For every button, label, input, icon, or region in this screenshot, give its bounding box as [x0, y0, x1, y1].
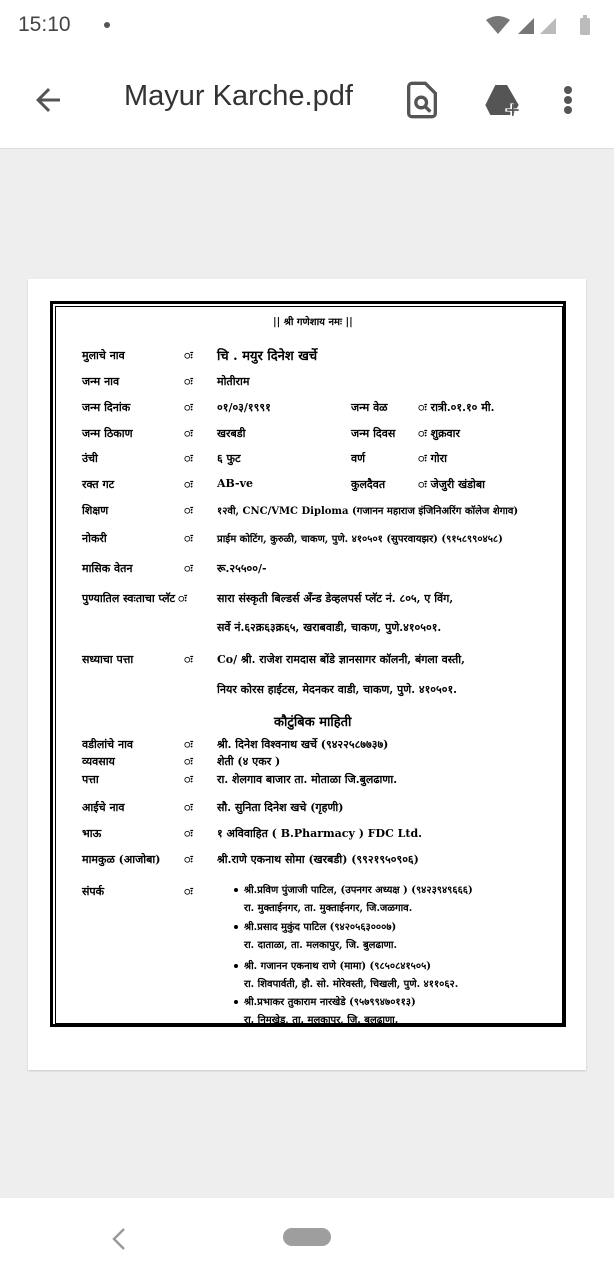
- row-sep: ः: [184, 452, 193, 465]
- row-value: ६ फुट: [217, 452, 241, 465]
- contact-line: श्री.प्रभाकर तुकाराम नारखेडे (९५७९९४७०११३): [244, 997, 416, 1008]
- family-heading: कौटुंबिक माहिती: [274, 715, 352, 730]
- contact-line: रा. मुक्ताईनगर, ता. मुक्ताईनगर, जि.जळगाव.: [244, 903, 413, 914]
- row-label: जन्म दिनांक: [82, 401, 131, 414]
- family-value: रा. शेलगाव बाजार ता. मोताळा जि.बुलढाणा.: [217, 773, 398, 786]
- status-time: 15:10: [18, 13, 71, 36]
- bullet-icon: [234, 964, 238, 968]
- family-value: शेती (४ एकर ): [217, 755, 281, 768]
- row-value-2: ः जेजुरी खंडोबा: [418, 478, 485, 491]
- address-label: सध्याचा पत्ता: [82, 653, 134, 666]
- family-value: सौ. सुनिता दिनेश खचे (गृहणी): [217, 801, 344, 814]
- row-sep: ः: [184, 562, 193, 575]
- row-sep: ः: [184, 427, 193, 440]
- bullet-icon: [234, 1000, 238, 1004]
- row-value: १२वी, CNC/VMC Diploma (गजानन महाराज इंजिनिअरिंग कॉलेज शेगाव): [217, 506, 519, 517]
- row-value: रू.२५५००/-: [217, 562, 267, 575]
- row-label: जन्म नाव: [82, 375, 120, 388]
- family-sep: ः: [184, 827, 193, 840]
- row-value: ०१/०३/१९९१: [217, 401, 271, 414]
- plot-line: सर्वे नं.६२क्र६३क्र६५, खराबवाडी, चाकण, पुणे.४१०५०१.: [217, 621, 442, 634]
- family-sep: ः: [184, 801, 193, 814]
- contact-line: श्री.प्रसाद मुकुंद पाटिल (९४२०५६३०००७): [244, 922, 397, 933]
- add-to-drive-icon[interactable]: [482, 80, 522, 120]
- row-value: AB-ve: [217, 477, 253, 490]
- row-label: नोकरी: [82, 532, 107, 545]
- row-label-2: कुलदैवत: [351, 478, 386, 491]
- family-sep: ः: [184, 853, 193, 866]
- family-sep: ः: [184, 755, 193, 768]
- contact-line: श्री. गजानन एकनाथ राणे (मामा) (९८५०८४१५०५): [244, 961, 432, 972]
- contact-line: रा. दाताळा, ता. मलकापुर, जि. बुलढाणा.: [244, 940, 397, 951]
- address-line: नियर कोरस हाईटस, मेदनकर वाडी, चाकण, पुणे. ४१०५०१.: [217, 683, 458, 696]
- row-sep: ः: [184, 401, 193, 414]
- family-sep: ः: [184, 773, 193, 786]
- family-label: मामकुळ (आजोबा): [82, 853, 161, 866]
- family-label: आईचे नाव: [82, 801, 125, 814]
- find-in-page-icon[interactable]: [402, 80, 442, 120]
- notification-dot-icon: [104, 22, 110, 28]
- row-value-2: ः गोरा: [418, 452, 447, 465]
- row-value: मोतीराम: [217, 375, 250, 388]
- row-label: रक्त गट: [82, 478, 115, 491]
- nav-back-icon[interactable]: [108, 1225, 130, 1253]
- navigation-bar: [0, 1198, 614, 1280]
- status-bar: [0, 0, 614, 52]
- row-sep: ः: [184, 504, 193, 517]
- pdf-page[interactable]: [28, 279, 586, 1070]
- family-label: भाऊ: [82, 827, 102, 840]
- contact-sep: ः: [184, 885, 193, 898]
- plot-line: सारा संस्कृती बिल्डर्स अँन्ड डेव्हलपर्स प्लॅट नं. ८०५, ए विंग,: [217, 592, 454, 605]
- family-value: श्री.राणे एकनाथ सोमा (खरबडी) (९९२१९५०९०६): [217, 853, 419, 866]
- family-value: १ अविवाहित ( B.Pharmacy ) FDC Ltd.: [217, 827, 423, 840]
- row-value-2: ः रात्री.०१.१० मी.: [418, 401, 495, 414]
- row-label: उंची: [82, 452, 98, 465]
- row-value: खरबडी: [217, 427, 246, 440]
- row-label: शिक्षण: [82, 504, 109, 517]
- wifi-icon: [486, 16, 510, 34]
- bullet-icon: [234, 925, 238, 929]
- row-label: जन्म ठिकाण: [82, 427, 133, 440]
- status-icons: [484, 14, 596, 38]
- document-heading: || श्री गणेशाय नमः ||: [273, 317, 353, 328]
- plot-label: पुण्यातिल स्वःताचा प्लॅट ः: [82, 592, 187, 605]
- row-label: मुलाचे नाव: [82, 349, 125, 362]
- row-sep: ः: [184, 478, 193, 491]
- row-sep: ः: [184, 532, 193, 545]
- row-label-2: जन्म वेळ: [351, 401, 388, 414]
- biodata-document: [28, 279, 586, 1070]
- contact-line: श्री.प्रविण पुंजाजी पाटिल, (उपनगर अध्यक्ष ) (९४२३९४९६६६): [244, 885, 473, 896]
- document-title: Mayur Karche.pdf: [124, 80, 353, 112]
- battery-icon: [580, 15, 590, 35]
- app-bar: [0, 52, 614, 149]
- family-label: वडीलांचे नाव: [82, 738, 134, 751]
- row-value-2: ः शुक्रवार: [418, 427, 460, 440]
- contact-label: संपर्क: [82, 885, 105, 898]
- more-vert-icon[interactable]: [556, 80, 580, 120]
- row-label-2: जन्म दिवस: [351, 427, 396, 440]
- contact-line: रा. निमखेड, ता. मलकापुर, जि. बुलढाणा.: [244, 1015, 399, 1026]
- contact-line: रा. शिवपार्वती, हौ. सो. मोरेवस्ती, चिखली, पुणे. ४११०६२.: [244, 979, 459, 990]
- family-sep: ः: [184, 738, 193, 751]
- address-sep: ः: [184, 653, 193, 666]
- row-label: मासिक वेतन: [82, 562, 133, 575]
- nav-home-pill[interactable]: [283, 1228, 331, 1246]
- back-arrow-icon[interactable]: [30, 82, 66, 118]
- row-value: चि . मयुर दिनेश खर्चे: [217, 349, 318, 364]
- signal-icon: [518, 18, 556, 34]
- row-sep: ः: [184, 349, 193, 362]
- family-label: पत्ता: [82, 773, 99, 786]
- row-value: प्राईम कोटिंग, कुरुळी, चाकण, पुणे. ४१०५०१ (सुपरवायझर) (९१५८९९०४५८): [217, 534, 503, 545]
- row-label-2: वर्ण: [351, 452, 366, 465]
- bullet-icon: [234, 888, 238, 892]
- row-sep: ः: [184, 375, 193, 388]
- family-value: श्री. दिनेश विश्वनाथ खर्चे (९४२२५८७७३७): [217, 738, 389, 751]
- address-line: Co/ श्री. राजेश रामदास बोंडे ज्ञानसागर कॉलनी, बंगला वस्ती,: [217, 653, 465, 666]
- family-label: व्यवसाय: [82, 755, 115, 768]
